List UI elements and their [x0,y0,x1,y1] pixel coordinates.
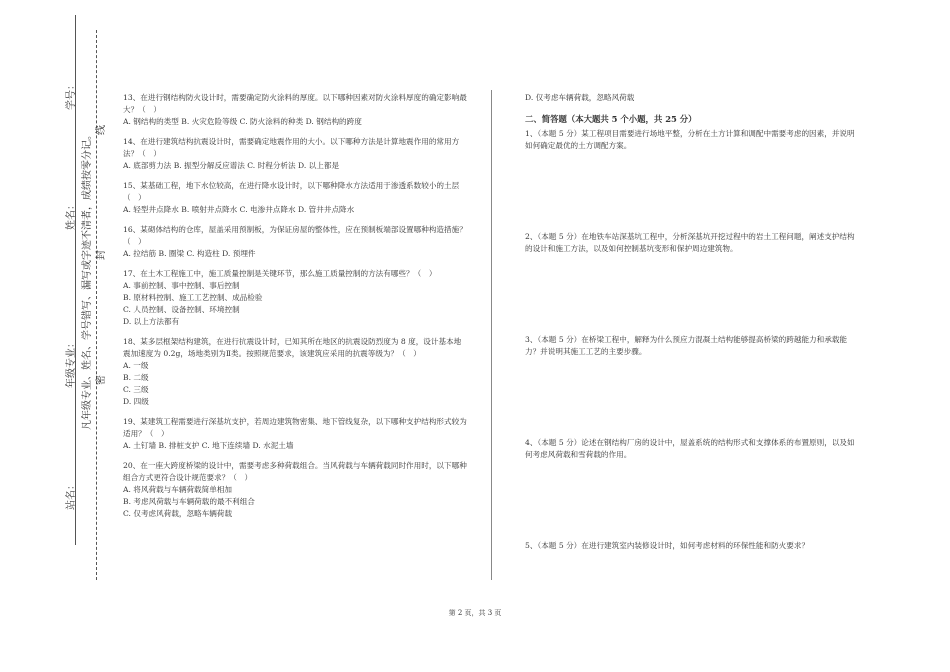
option-b: B. 考虑风荷载与车辆荷载的最不利组合 [123,497,255,506]
short-question-text: 2、（本题 5 分）在地铁车站深基坑工程中，分析深基坑开挖过程中的岩土工程问题，阐述支护结构的设计和施工方法，以及如何控制基坑变形和保护周边建筑物。 [525,232,855,253]
section-title: 二、简答题（本大题共 5 个小题，共 25 分） [525,114,697,124]
question-stem: 13、在进行钢结构防火设计时，需要确定防火涂料的厚度。以下哪种因素对防火涂料厚度的确定影响最大？（ ） [123,93,467,114]
option-d: D. 以上方法都有 [123,317,180,326]
option-c: C. 仅考虑风荷载，忽略车辆荷载 [123,509,233,518]
short-question-text: 1、（本题 5 分）某工程项目需要进行场地平整，分析在土方计算和调配中需要考虑的因素，并说明如何确定最优的土方调配方案。 [525,129,855,150]
question-options: A. 底部剪力法 B. 振型分解反应谱法 C. 时程分析法 D. 以上都是 [123,161,340,170]
question-options: A. 拉结筋 B. 圈梁 C. 构造柱 D. 预埋件 [123,249,256,258]
option-b: B. 原材料控制、施工工艺控制、成品检验 [123,293,263,302]
question-19 [123,416,468,452]
seal-feng: 封 [96,250,107,260]
question-17 [123,268,468,328]
question-stem: 15、某基础工程，地下水位较高，在进行降水设计时，以下哪种降水方法适用于渗透系数较小的土层（ ） [123,181,460,202]
option-a: A. 一级 [123,361,149,370]
short-question-text: 3、（本题 5 分）在桥梁工程中，解释为什么预应力混凝土结构能够提高桥梁的跨越能力和承载能力？并说明其施工工艺的主要步骤。 [525,335,848,356]
option-c: C. 三级 [123,385,149,394]
question-options: A. 土钉墙 B. 排桩支护 C. 地下连续墙 D. 水泥土墙 [123,441,294,450]
question-stem: 20、在一座大跨度桥梁的设计中，需要考虑多种荷载组合。当风荷载与车辆荷载同时作用时，以下哪种组合方式更符合设计规范要求？（ ） [123,461,467,482]
seal-xian: 线 [96,125,107,135]
seal-mi: 密 [96,375,107,385]
question-16 [123,224,468,260]
short-question-4 [525,437,855,540]
question-options: A. 钢结构的类型 B. 火灾危险等级 C. 防火涂料的种类 D. 钢结构的跨度 [123,117,362,126]
column-divider [491,90,492,580]
question-20 [123,460,468,520]
option-a: A. 事前控制、事中控制、事后控制 [123,281,240,290]
question-15 [123,180,468,216]
question-13 [123,92,468,128]
question-stem: 19、某建筑工程需要进行深基坑支护，若周边建筑物密集、地下管线复杂，以下哪种支护结构形式较为适用？（ ） [123,417,467,438]
question-stem: 14、在进行建筑结构抗震设计时，需要确定地震作用的大小。以下哪种方法是计算地震作用的常用方法？（ ） [123,137,460,158]
short-question-text: 5、（本题 5 分）在进行建筑室内装修设计时，如何考虑材料的环保性能和防火要求？ [525,541,810,550]
question-stem: 18、某多层框架结构建筑，在进行抗震设计时，已知其所在地区的抗震设防烈度为 8 度，设计基本地震加速度为 0.2g，场地类别为Ⅱ类。按照规范要求，该建筑应采用的抗震等级为？（ ） [123,337,462,358]
question-stem: 17、在土木工程施工中，施工质量控制是关键环节，那么施工质量控制的方法有哪些？（ ） [123,269,437,278]
question-18 [123,336,468,408]
option-b: B. 二级 [123,373,149,382]
right-column [525,92,855,552]
short-question-5 [525,540,855,552]
name-label: 姓名： [66,200,77,230]
question-stem: 16、某砌体结构的仓库，屋盖采用预制板，为保证房屋的整体性，应在预制板端部设置哪种构造措施？（ ） [123,225,467,246]
question-14 [123,136,468,172]
binding-line-dashed [96,30,97,580]
school-label: 站名： [66,480,77,510]
binding-margin [0,0,110,672]
option-d-continued: D. 仅考虑车辆荷载，忽略风荷载 [525,93,635,102]
question-options: A. 轻型井点降水 B. 喷射井点降水 C. 电渗井点降水 D. 管井井点降水 [123,205,355,214]
short-question-2 [525,231,855,334]
grade-major-label: 年级专业： [66,338,77,388]
option-d: D. 四级 [123,397,149,406]
binding-instruction: 凡年级专业、姓名、学号错写、漏写或字迹不清者，成绩按零分记。 [82,130,93,430]
student-id-label: 学号： [66,80,77,110]
option-c: C. 人员控制、设备控制、环境控制 [123,305,240,314]
short-question-text: 4、（本题 5 分）论述在钢结构厂房的设计中，屋盖系统的结构形式和支撑体系的布置原则，以及如何考虑风荷载和雪荷载的作用。 [525,438,855,459]
option-a: A. 将风荷载与车辆荷载简单相加 [123,485,233,494]
left-column [123,92,468,528]
page-footer: 第 2 页，共 3 页 [448,609,502,617]
short-question-1 [525,128,855,231]
short-question-3 [525,334,855,437]
